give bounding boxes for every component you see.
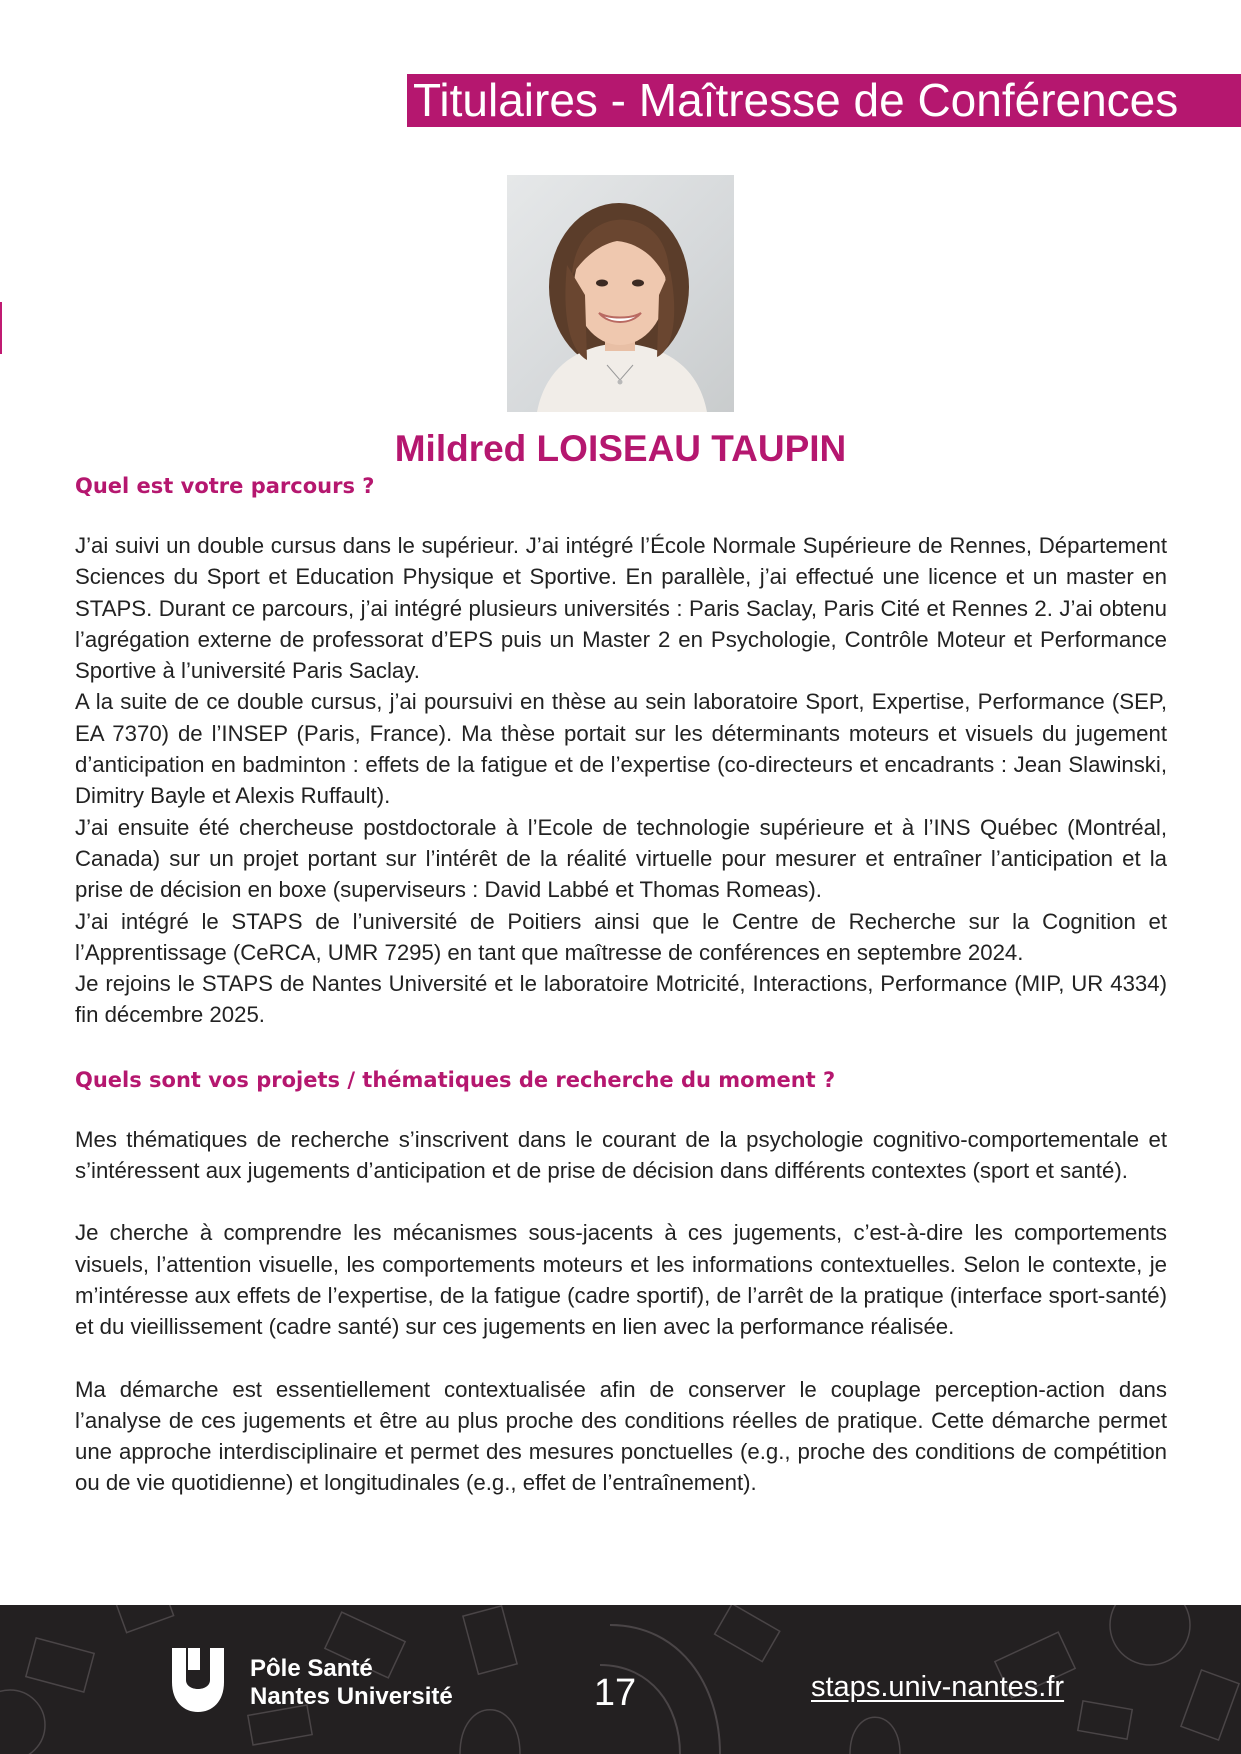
website-link[interactable]: staps.univ-nantes.fr <box>811 1671 1065 1703</box>
brand-line-1: Pôle Santé <box>250 1655 373 1682</box>
portrait-photo <box>507 175 734 412</box>
portrait-illustration <box>507 175 734 412</box>
paragraph: J’ai intégré le STAPS de l’université de Poitiers ainsi que le Centre de Recherche sur la Cognition et l’Apprentissage (CeRCA, UMR 7295) en tant que maîtresse de conférences en septembre 2024. <box>75 908 1167 965</box>
paragraph: A la suite de ce double cursus, j’ai poursuivi en thèse au sein laboratoire Sport, Expertise, Performance (SEP, EA 7370) de l’INSEP (Paris, France). Ma thèse portait sur les déterminants moteurs et visuels du jugement d’anticipation en badminton : effets de la fatigue et de l’expertise (co-directeurs et encadrants : Jean Slawinski, Dimitry Bayle et Alexis Ruffault). <box>75 689 1167 809</box>
edge-marker <box>0 302 2 354</box>
page-footer <box>0 1605 1241 1754</box>
interview-content <box>75 468 1167 1499</box>
paragraph: Je rejoins le STAPS de Nantes Université et le laboratoire Motricité, Interactions, Performance (MIP, UR 4334) fin décembre 2025. <box>75 971 1167 1028</box>
nantes-universite-logo-icon <box>168 1646 228 1720</box>
person-name: Mildred LOISEAU TAUPIN <box>394 428 847 469</box>
paragraph: Mes thématiques de recherche s’inscrivent dans le courant de la psychologie cognitivo-comportementale et s’intéressent aux jugements d’anticipation et de prise de décision dans différents contextes (sport et santé). <box>75 1126 1167 1184</box>
paragraph: Ma démarche est essentiellement contextualisée afin de conserver le couplage perception-action dans l’analyse de ces jugements et être au plus proche des conditions réelles de pratique. Cette démarche permet une approche interdisciplinaire et permet des mesures ponctuelles (e.g., proche des conditions de compétition ou de vie quotidienne) et longitudinales (e.g., effet de l’entraînement). <box>75 1376 1167 1496</box>
paragraph: J’ai suivi un double cursus dans le supérieur. J’ai intégré l’École Normale Supérieure de Rennes, Département Sciences du Sport et Education Physique et Sportive. En parallèle, j’ai effectué une licence et un master en STAPS. Durant ce parcours, j’ai intégré plusieurs universités : Paris Saclay, Paris Cité et Rennes 2. J’ai obtenu l’agrégation externe de professorat d’EPS puis un Master 2 en Psychologie, Contrôle Moteur et Performance Sportive à l’université Paris Saclay. <box>75 533 1167 684</box>
page-title: Titulaires - Maîtresse de Conférences <box>407 74 1241 127</box>
question-heading: Quel est votre parcours ? <box>75 474 375 498</box>
question-heading: Quels sont vos projets / thématiques de recherche du moment ? <box>75 1067 836 1092</box>
paragraph: Je cherche à comprendre les mécanismes sous-jacents à ces jugements, c’est-à-dire les comportements visuels, l’attention visuelle, les comportements moteurs et les informations contextuelles. Selon le contexte, je m’intéresse aux effets de l’expertise, de la fatigue (cadre sportif), de l’arrêt de la pratique (interface sport-santé) et du vieillissement (cadre santé) sur ces jugements en lien avec la performance réalisée. <box>75 1220 1167 1340</box>
brand-line-2: Nantes Université <box>250 1683 453 1710</box>
paragraph: J’ai ensuite été chercheuse postdoctorale à l’Ecole de technologie supérieure et à l’INS Québec (Montréal, Canada) sur un projet portant sur l’intérêt de la réalité virtuelle pour mesurer et entraîner l’anticipation et la prise de décision en boxe (superviseurs : David Labbé et Thomas Romeas). <box>75 814 1167 903</box>
page-number: 17 <box>593 1672 637 1714</box>
